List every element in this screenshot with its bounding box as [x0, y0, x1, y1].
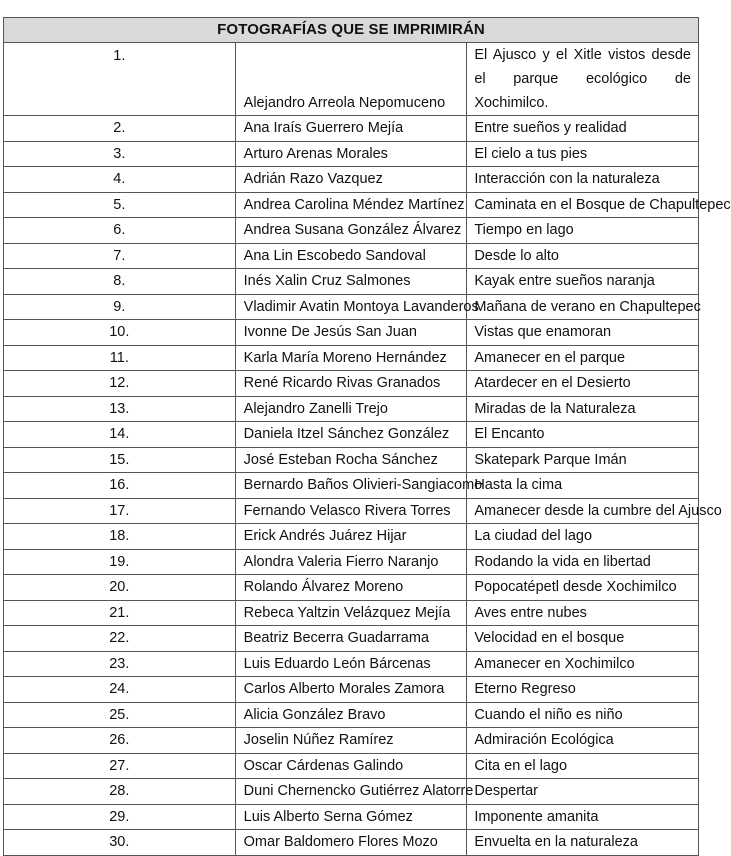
photo-title: Miradas de la Naturaleza	[467, 396, 699, 422]
photos-table	[3, 17, 731, 856]
photo-title: Entre sueños y realidad	[467, 116, 699, 142]
row-number: 16.	[4, 473, 236, 499]
photo-title: Eterno Regreso	[467, 677, 699, 703]
participant-name: Ana Iraís Guerrero Mejía	[235, 116, 467, 142]
participant-name: Erick Andrés Juárez Hijar	[235, 524, 467, 550]
table-title-row	[4, 18, 699, 43]
row-number: 28.	[4, 779, 236, 805]
participant-name: Inés Xalin Cruz Salmones	[235, 269, 467, 295]
photo-title: Amanecer en Xochimilco	[467, 651, 699, 677]
photo-title: Mañana de verano en Chapultepec	[467, 294, 699, 320]
photo-title: Admiración Ecológica	[467, 728, 699, 754]
row-number: 27.	[4, 753, 236, 779]
photo-title: Popocatépetl desde Xochimilco	[467, 575, 699, 601]
table-row	[4, 43, 699, 116]
participant-name: Daniela Itzel Sánchez González	[235, 422, 467, 448]
participant-name: Rebeca Yaltzin Velázquez Mejía	[235, 600, 467, 626]
photo-title: Rodando la vida en libertad	[467, 549, 699, 575]
photo-title: Despertar	[467, 779, 699, 805]
table-row	[4, 830, 699, 856]
row-number: 23.	[4, 651, 236, 677]
row-number: 8.	[4, 269, 236, 295]
row-number: 20.	[4, 575, 236, 601]
participant-name: Alejandro Arreola Nepomuceno	[235, 43, 467, 116]
participant-name: Andrea Susana González Álvarez	[235, 218, 467, 244]
table-row	[4, 269, 699, 295]
row-number: 1.	[4, 43, 236, 116]
photo-title: Cita en el lago	[467, 753, 699, 779]
participant-name: Luis Eduardo León Bárcenas	[235, 651, 467, 677]
table-row	[4, 396, 699, 422]
photo-title: Interacción con la naturaleza	[467, 167, 699, 193]
photo-title: Caminata en el Bosque de Chapultepec	[467, 192, 699, 218]
row-number: 9.	[4, 294, 236, 320]
table-row	[4, 728, 699, 754]
participant-name: Bernardo Baños Olivieri-Sangiacomo	[235, 473, 467, 499]
table-row	[4, 600, 699, 626]
table-row	[4, 345, 699, 371]
table-row	[4, 167, 699, 193]
table-row	[4, 320, 699, 346]
row-number: 4.	[4, 167, 236, 193]
table-row	[4, 447, 699, 473]
participant-name: Duni Chernencko Gutiérrez Alatorre	[235, 779, 467, 805]
row-number: 29.	[4, 804, 236, 830]
row-number: 26.	[4, 728, 236, 754]
photo-title: Vistas que enamoran	[467, 320, 699, 346]
row-number: 14.	[4, 422, 236, 448]
photo-title: Imponente amanita	[467, 804, 699, 830]
table-row	[4, 702, 699, 728]
photo-title: Amanecer desde la cumbre del Ajusco	[467, 498, 699, 524]
participant-name: Carlos Alberto Morales Zamora	[235, 677, 467, 703]
table-row	[4, 422, 699, 448]
table-row	[4, 192, 699, 218]
photo-title: El Ajusco y el Xitle vistos desde el parque ecológico de Xochimilco.	[467, 43, 699, 116]
row-number: 18.	[4, 524, 236, 550]
participant-name: René Ricardo Rivas Granados	[235, 371, 467, 397]
photo-title: Cuando el niño es niño	[467, 702, 699, 728]
photo-title: La ciudad del lago	[467, 524, 699, 550]
row-number: 12.	[4, 371, 236, 397]
row-number: 2.	[4, 116, 236, 142]
photo-title: Desde lo alto	[467, 243, 699, 269]
row-number: 13.	[4, 396, 236, 422]
table-row	[4, 243, 699, 269]
participant-name: Alicia González Bravo	[235, 702, 467, 728]
participant-name: Oscar Cárdenas Galindo	[235, 753, 467, 779]
participant-name: Rolando Álvarez Moreno	[235, 575, 467, 601]
participant-name: Andrea Carolina Méndez Martínez	[235, 192, 467, 218]
table-row	[4, 141, 699, 167]
table-row	[4, 371, 699, 397]
participant-name: Beatriz Becerra Guadarrama	[235, 626, 467, 652]
photo-title: Atardecer en el Desierto	[467, 371, 699, 397]
participant-name: Karla María Moreno Hernández	[235, 345, 467, 371]
photo-title: Tiempo en lago	[467, 218, 699, 244]
table-title: FOTOGRAFÍAS QUE SE IMPRIMIRÁN	[4, 18, 699, 43]
table-row	[4, 549, 699, 575]
table-row	[4, 779, 699, 805]
participant-name: Fernando Velasco Rivera Torres	[235, 498, 467, 524]
table-row	[4, 753, 699, 779]
row-number: 21.	[4, 600, 236, 626]
table-row	[4, 218, 699, 244]
photo-title: Hasta la cima	[467, 473, 699, 499]
row-number: 7.	[4, 243, 236, 269]
photo-title: Envuelta en la naturaleza	[467, 830, 699, 856]
photo-title: Amanecer en el parque	[467, 345, 699, 371]
row-number: 15.	[4, 447, 236, 473]
row-number: 22.	[4, 626, 236, 652]
participant-name: Ivonne De Jesús San Juan	[235, 320, 467, 346]
participant-name: Alondra Valeria Fierro Naranjo	[235, 549, 467, 575]
participant-name: José Esteban Rocha Sánchez	[235, 447, 467, 473]
table-row	[4, 524, 699, 550]
table-row	[4, 498, 699, 524]
photo-title: El Encanto	[467, 422, 699, 448]
row-number: 24.	[4, 677, 236, 703]
participant-name: Arturo Arenas Morales	[235, 141, 467, 167]
table-row	[4, 677, 699, 703]
photo-title: Aves entre nubes	[467, 600, 699, 626]
table-row	[4, 626, 699, 652]
table-row	[4, 116, 699, 142]
row-number: 19.	[4, 549, 236, 575]
participant-name: Luis Alberto Serna Gómez	[235, 804, 467, 830]
photo-title: Kayak entre sueños naranja	[467, 269, 699, 295]
participant-name: Joselin Núñez Ramírez	[235, 728, 467, 754]
row-number: 10.	[4, 320, 236, 346]
participant-name: Adrián Razo Vazquez	[235, 167, 467, 193]
row-number: 25.	[4, 702, 236, 728]
table-body	[4, 43, 731, 856]
row-number: 30.	[4, 830, 236, 856]
row-number: 11.	[4, 345, 236, 371]
participant-name: Alejandro Zanelli Trejo	[235, 396, 467, 422]
photo-title: Velocidad en el bosque	[467, 626, 699, 652]
row-number: 3.	[4, 141, 236, 167]
table-row	[4, 804, 699, 830]
table-row	[4, 473, 699, 499]
table-row	[4, 575, 699, 601]
photo-title: Skatepark Parque Imán	[467, 447, 699, 473]
table-row	[4, 651, 699, 677]
photo-title: El cielo a tus pies	[467, 141, 699, 167]
row-number: 5.	[4, 192, 236, 218]
row-number: 6.	[4, 218, 236, 244]
participant-name: Omar Baldomero Flores Mozo	[235, 830, 467, 856]
row-number: 17.	[4, 498, 236, 524]
table-row	[4, 294, 699, 320]
participant-name: Ana Lin Escobedo Sandoval	[235, 243, 467, 269]
participant-name: Vladimir Avatin Montoya Lavanderos	[235, 294, 467, 320]
